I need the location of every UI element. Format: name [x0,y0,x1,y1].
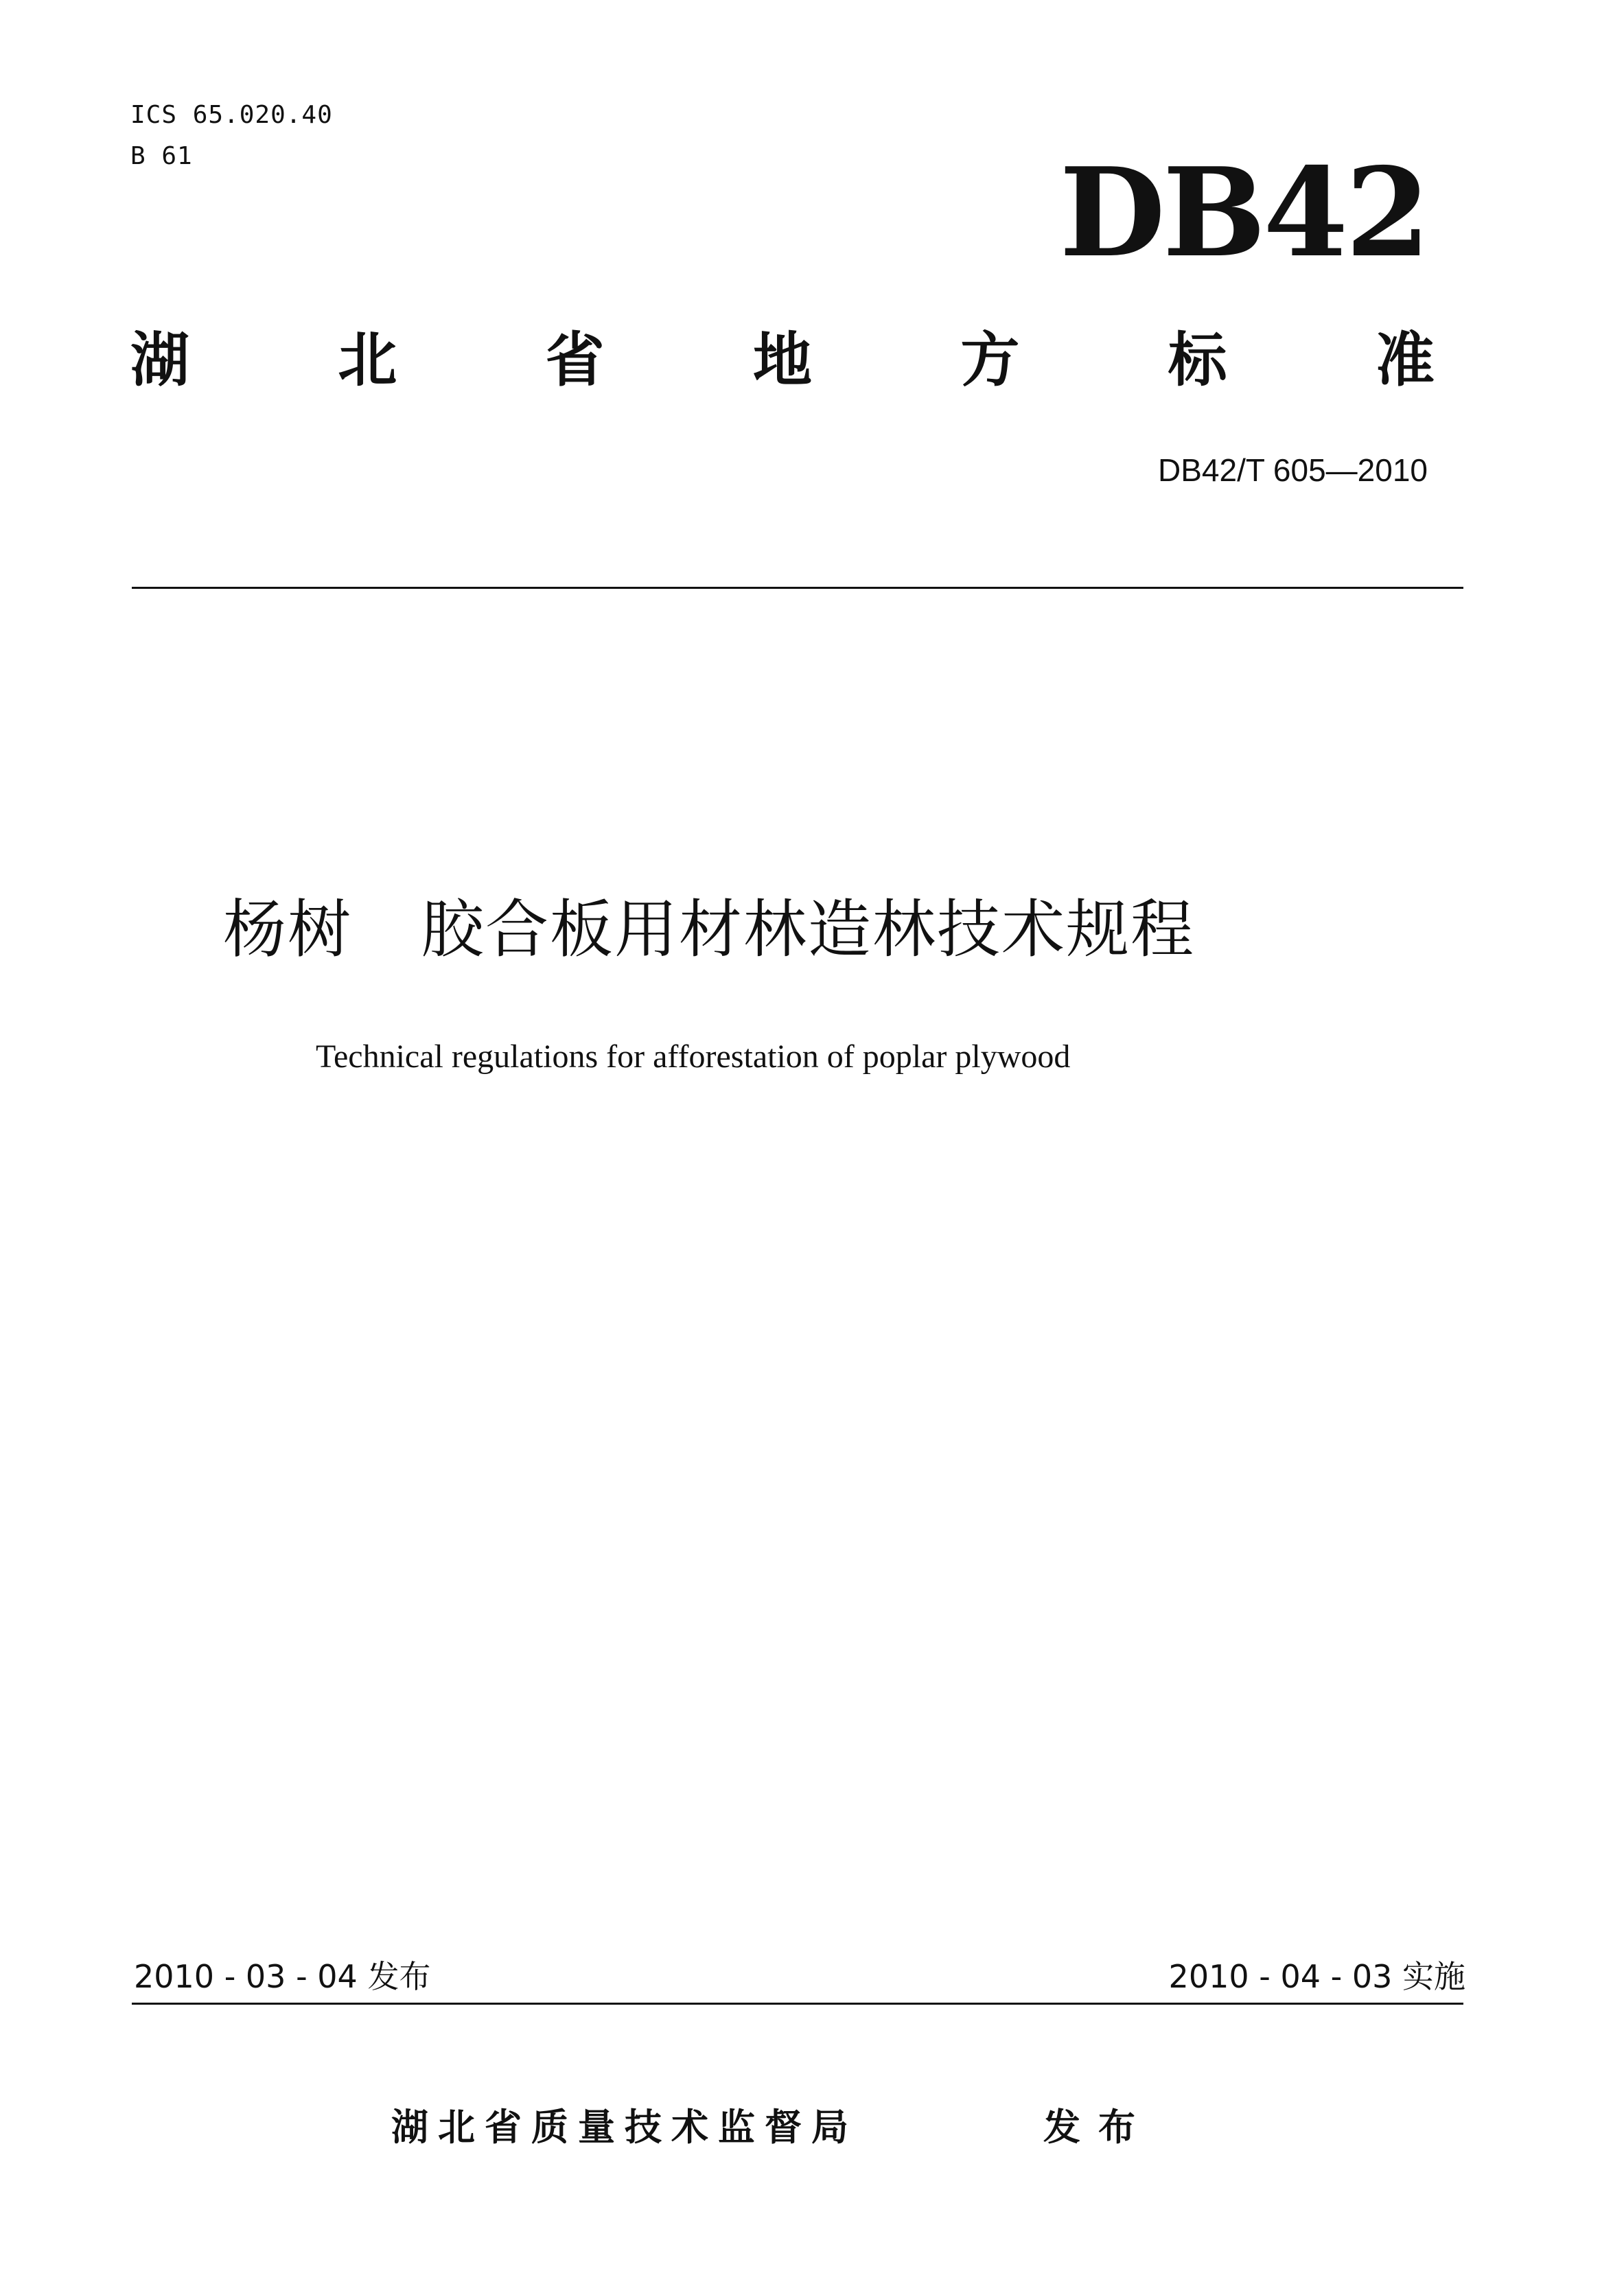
standard-type-char: 省 [545,326,605,395]
implementation-date: 2010 - 04 - 03 实施 [1168,1958,1465,1995]
standard-type-char: 北 [338,326,397,395]
document-english-title: Technical regulations for afforestation of poplar plywood [316,1038,1071,1075]
standard-number: DB42/T 605—2010 [1158,452,1428,488]
ccs-code: B 61 [130,142,193,170]
issue-date: 2010 - 03 - 04 发布 [134,1958,431,1995]
ics-code: ICS 65.020.40 [130,101,333,129]
standard-type-heading [130,319,1435,401]
standard-type-char: 地 [752,326,812,395]
document-title [223,885,1195,975]
publisher-action: 发布 [1043,2106,1153,2149]
standard-type-char: 标 [1168,326,1227,395]
standard-type-char: 湖 [130,326,189,395]
standard-type-char: 准 [1375,326,1435,395]
document-title-part2: 胶合板用材林造林技术规程 [421,893,1196,966]
bottom-divider [132,2003,1463,2005]
top-divider [132,587,1463,589]
standard-type-char: 方 [960,326,1020,395]
document-title-part1: 杨树 [223,893,353,966]
publisher-name: 湖北省质量技术监督局 [391,2106,858,2149]
standard-logo: DB42 [1059,141,1428,284]
classification-codes [130,95,333,177]
